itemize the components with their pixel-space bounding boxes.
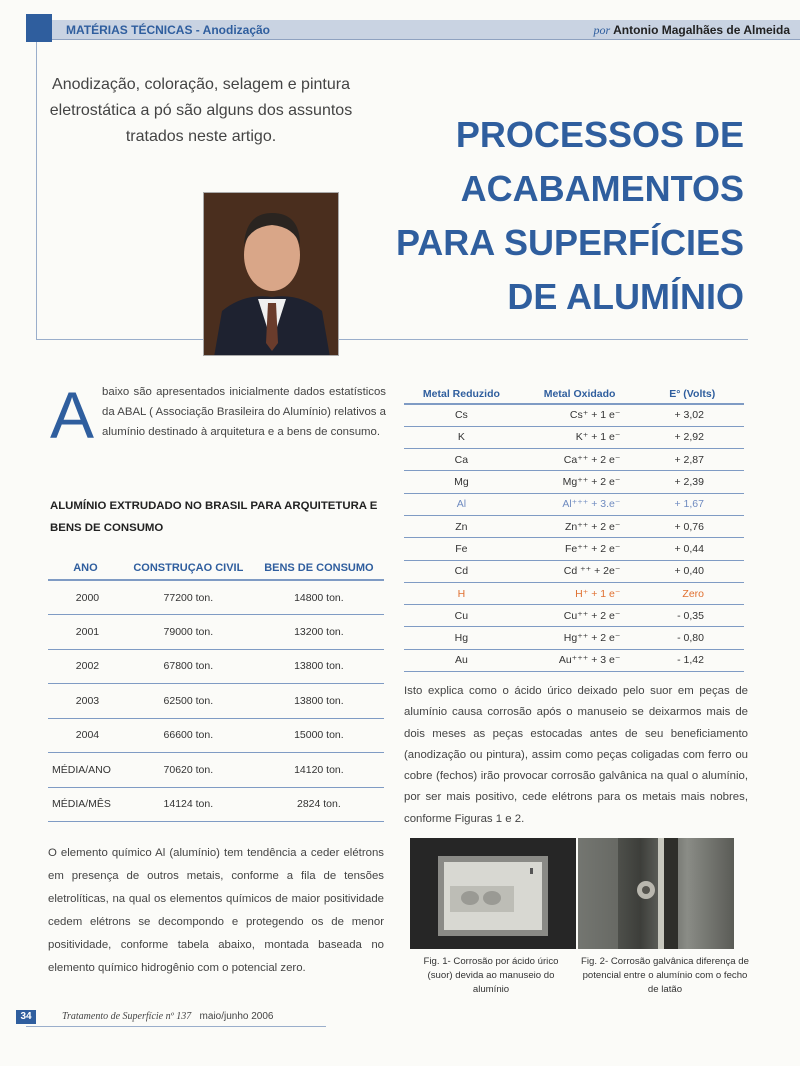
author-line <box>594 23 790 38</box>
cell: Ca <box>404 449 519 471</box>
cell: Cu <box>404 605 519 627</box>
figure-2-photo <box>578 838 734 949</box>
cell: + 2,87 <box>640 449 744 471</box>
lead-text: Anodização, coloração, selagem e pintura eletrostática a pó são alguns dos assuntos tratados neste artigo. <box>49 76 353 145</box>
col-header: BENS DE CONSUMO <box>254 556 384 580</box>
cell: Au⁺⁺⁺ + 3 e⁻ <box>519 649 641 671</box>
frame-bottom-rule <box>36 339 748 340</box>
table-row <box>404 493 744 515</box>
table-row <box>48 580 384 615</box>
cell: Hg⁺⁺ + 2 e⁻ <box>519 627 641 649</box>
intro-text: baixo são apresentados inicialmente dados estatísticos da ABAL ( Associação Brasileira do Alumínio) relativos a alumínio destinado à arquitetura e a bens de consumo. <box>102 386 386 438</box>
table-row <box>48 787 384 822</box>
extrusion-table <box>48 556 384 822</box>
intro-paragraph <box>50 378 386 452</box>
cell: 67800 ton. <box>123 649 254 684</box>
cell: K⁺ + 1 e⁻ <box>519 426 641 448</box>
cell: Zn⁺⁺ + 2 e⁻ <box>519 515 641 537</box>
footer-rule <box>26 1026 326 1027</box>
cell: H <box>404 582 519 604</box>
cell: 14124 ton. <box>123 787 254 822</box>
issue-date: maio/junho 2006 <box>199 1011 274 1022</box>
section-label: MATÉRIAS TÉCNICAS - Anodização <box>66 23 271 37</box>
table-row <box>404 426 744 448</box>
cell: Mg⁺⁺ + 2 e⁻ <box>519 471 641 493</box>
table-row <box>404 605 744 627</box>
table-row <box>404 649 744 671</box>
table-row <box>48 753 384 788</box>
title-line: DE ALUMÍNIO <box>507 276 744 317</box>
title-line: PROCESSOS DE <box>455 114 744 155</box>
section-heading: ALUMÍNIO EXTRUDADO NO BRASIL PARA ARQUITETURA E BENS DE CONSUMO <box>50 500 378 534</box>
cell: Cs⁺ + 1 e⁻ <box>519 404 641 426</box>
cell: 2002 <box>48 649 123 684</box>
cell: Ca⁺⁺ + 2 e⁻ <box>519 449 641 471</box>
table-row <box>404 582 744 604</box>
electrochemical-series-table <box>404 384 744 672</box>
cell: 2004 <box>48 718 123 753</box>
cell: 13200 ton. <box>254 615 384 650</box>
col-header: E° (Volts) <box>640 384 744 404</box>
cell: + 2,39 <box>640 471 744 493</box>
table-row <box>404 471 744 493</box>
table-row <box>404 404 744 426</box>
cell: 13800 ton. <box>254 684 384 719</box>
table-row <box>404 449 744 471</box>
cell: 13800 ton. <box>254 649 384 684</box>
cell: Hg <box>404 627 519 649</box>
cell: 2003 <box>48 684 123 719</box>
cell: MÉDIA/MÊS <box>48 787 123 822</box>
cell: 79000 ton. <box>123 615 254 650</box>
cell: 14800 ton. <box>254 580 384 615</box>
cell: Fe⁺⁺ + 2 e⁻ <box>519 538 641 560</box>
cell: MÉDIA/ANO <box>48 753 123 788</box>
cell: 2000 <box>48 580 123 615</box>
author-name: Antonio Magalhães de Almeida <box>613 23 790 37</box>
cell: + 1,67 <box>640 493 744 515</box>
cell: + 3,02 <box>640 404 744 426</box>
title-line: PARA SUPERFÍCIES <box>395 222 744 263</box>
cell: Cu⁺⁺ + 2 e⁻ <box>519 605 641 627</box>
page-header <box>26 14 800 42</box>
cell: + 0,40 <box>640 560 744 582</box>
table-row <box>48 684 384 719</box>
cell: Zn <box>404 515 519 537</box>
cell: Zero <box>640 582 744 604</box>
figure-1-photo <box>410 838 576 949</box>
cell: 2001 <box>48 615 123 650</box>
col-header: CONSTRUÇAO CIVIL <box>123 556 254 580</box>
table-row <box>404 560 744 582</box>
table-row <box>404 538 744 560</box>
table-row <box>48 649 384 684</box>
footer-text <box>62 1011 274 1022</box>
col-header: Metal Reduzido <box>404 384 519 404</box>
body-paragraph-3: Isto explica como o ácido úrico deixado pelo suor em peças de alumínio causa corrosão após o manuseio se deixarmos mais de dois meses as peças estocadas antes de seu beneficiamento (anodização ou pintura), assim como peças coligadas com ferro ou cobre (fechos) irão provocar corrosão galvânica na qual o alumínio, por ser mais positivo, cede elétrons para os metais mais nobres, conforme Figuras 1 e 2. <box>404 685 748 825</box>
cell: + 0,44 <box>640 538 744 560</box>
table-header-row <box>404 384 744 404</box>
cell: K <box>404 426 519 448</box>
cell: Al <box>404 493 519 515</box>
drop-cap: A <box>50 378 95 452</box>
header-marker <box>26 14 52 42</box>
table-row <box>48 615 384 650</box>
cell: 66600 ton. <box>123 718 254 753</box>
cell: + 0,76 <box>640 515 744 537</box>
cell: - 0,35 <box>640 605 744 627</box>
cell: Fe <box>404 538 519 560</box>
page-number: 34 <box>16 1010 36 1024</box>
title-line: ACABAMENTOS <box>460 168 744 209</box>
figure-2-caption: Fig. 2- Corrosão galvânica diferença de potencial entre o alumínio com o fecho de latão <box>581 956 749 995</box>
cell: + 2,92 <box>640 426 744 448</box>
cell: Cd ⁺⁺ + 2e⁻ <box>519 560 641 582</box>
cell: Al⁺⁺⁺ + 3.e⁻ <box>519 493 641 515</box>
article-title <box>396 108 744 324</box>
table-row <box>48 718 384 753</box>
cell: Cs <box>404 404 519 426</box>
magazine-name: Tratamento de Superfície nº 137 <box>62 1011 192 1022</box>
table-row <box>404 515 744 537</box>
cell: - 1,42 <box>640 649 744 671</box>
table-header-row <box>48 556 384 580</box>
table-row <box>404 627 744 649</box>
col-header: ANO <box>48 556 123 580</box>
frame-left-rule <box>36 42 37 339</box>
cell: 15000 ton. <box>254 718 384 753</box>
author-photo <box>203 192 339 356</box>
cell: 70620 ton. <box>123 753 254 788</box>
cell: - 0,80 <box>640 627 744 649</box>
by-label: por <box>593 23 611 37</box>
body-paragraph-2: O elemento químico Al (alumínio) tem tendência a ceder elétrons em presença de outros metais, conforme a fila de tensões eletrolíticas, na qual os elementos químicos de maior positividade cedem elétrons se decompondo e protegendo os de menor positividade, conforme tabela abaixo, montada baseada no elemento químico hidrogênio com o potencial zero. <box>48 847 384 974</box>
cell: 2824 ton. <box>254 787 384 822</box>
col-header: Metal Oxidado <box>519 384 641 404</box>
cell: 62500 ton. <box>123 684 254 719</box>
cell: Au <box>404 649 519 671</box>
cell: 14120 ton. <box>254 753 384 788</box>
figure-1-caption: Fig. 1- Corrosão por ácido úrico (suor) devida ao manuseio do alumínio <box>423 956 559 995</box>
cell: Mg <box>404 471 519 493</box>
cell: 77200 ton. <box>123 580 254 615</box>
cell: H⁺ + 1 e⁻ <box>519 582 641 604</box>
cell: Cd <box>404 560 519 582</box>
